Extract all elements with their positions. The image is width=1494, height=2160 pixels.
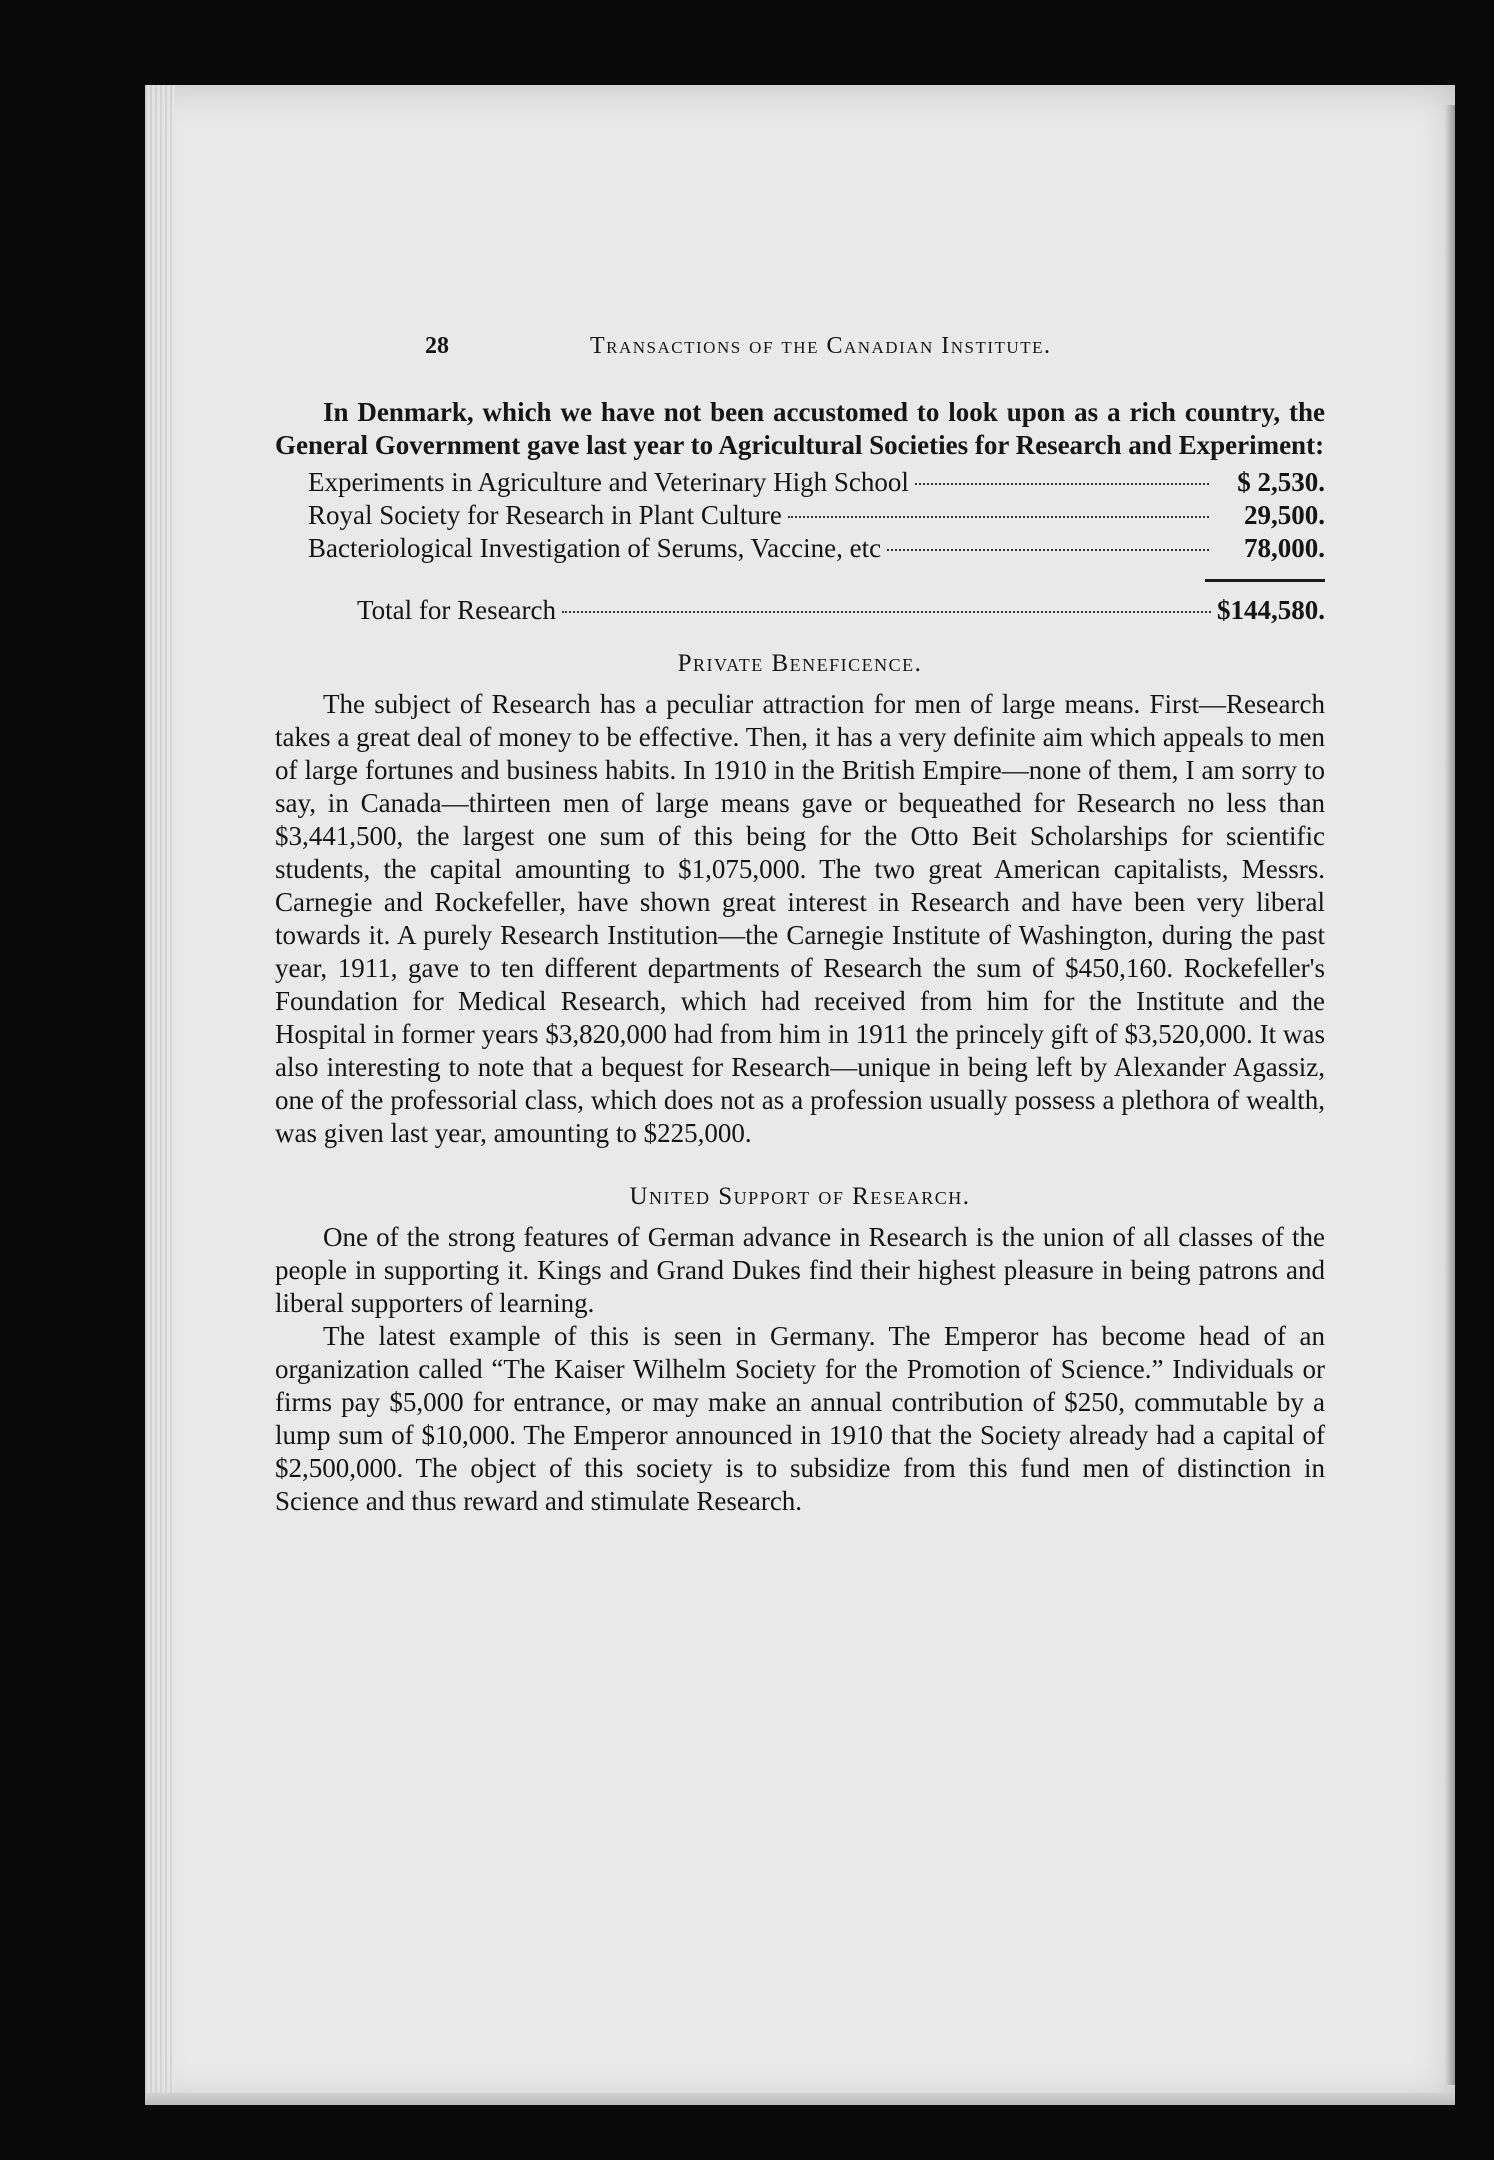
running-title: Transactions of the Canadian Institute.	[590, 333, 1052, 359]
page-content	[275, 330, 1325, 1518]
funding-item-amount: 29,500.	[1244, 500, 1325, 530]
funding-item-amount: 78,000.	[1244, 533, 1325, 563]
running-head	[275, 330, 1325, 370]
united-paragraph-2: The latest example of this is seen in Germany. The Emperor has become head of an organization called “The Kaiser Wilhelm Society for the Promotion of Science.” Individuals or firms pay $5,000 for entrance, or may make an annual contribution of $250, commutable by a lump sum of $10,000. The Emperor announced in 1910 that the Society already had a capital of $2,500,000. The object of this society is to subsidize from this fund men of distinction in Science and thus reward and stimulate Research.	[275, 1321, 1325, 1516]
beneficence-paragraph: The subject of Research has a peculiar attraction for men of large means. First—Research takes a great deal of money to be effective. Then, it has a very definite aim which appeals to men of large fortunes and business habits. In 1910 in the British Empire—none of them, I am sorry to say, in Canada—thirteen men of large means gave or bequeathed for Research no less than $3,441,500, the largest one sum of this being for the Otto Beit Scholarships for scientific students, the capital amounting to $1,075,000. The two great American capitalists, Messrs. Carnegie and Rockefeller, have shown great interest in Research and have been very liberal towards it. A purely Research Institution—the Carnegie Institute of Washington, during the past year, 1911, gave to ten different departments of Research the sum of $450,160. Rockefeller's Foundation for Medical Research, which had received from him for the Institute and the Hospital in former years $3,820,000 had from him in 1911 the princely gift of $3,520,000. It was also interesting to note that a bequest for Research—unique in being left by Alexander Agassiz, one of the professorial class, which does not as a profession usually possess a plethora of wealth, was given last year, amounting to $225,000.	[275, 689, 1325, 1148]
funding-item-amount: $ 2,530.	[1237, 467, 1325, 497]
beneficence-section	[275, 647, 1325, 1150]
funding-item	[308, 499, 1325, 532]
denmark-section	[275, 396, 1325, 627]
section-heading-beneficence: Private Beneficence.	[677, 650, 923, 677]
united-section	[275, 1180, 1325, 1518]
funding-item	[308, 532, 1325, 565]
section-heading-united: United Support of Research.	[629, 1183, 971, 1210]
funding-list	[275, 466, 1325, 565]
total-rule	[1205, 579, 1325, 582]
funding-item-label: Experiments in Agriculture and Veterinary High School	[308, 467, 909, 497]
dot-leader	[562, 611, 1211, 613]
total-row	[275, 594, 1325, 627]
funding-item-label: Royal Society for Research in Plant Culture	[308, 500, 782, 530]
page-number: 28	[425, 333, 449, 359]
dot-leader	[915, 483, 1209, 485]
denmark-intro: In Denmark, which we have not been accustomed to look upon as a rich country, the General Government gave last year to Agricultural Societies for Research and Experiment:	[275, 397, 1325, 460]
page-right-edge	[1445, 105, 1455, 2085]
funding-item	[308, 466, 1325, 499]
total-amount: $144,580.	[1217, 595, 1325, 625]
page-stack-edge	[145, 85, 175, 2105]
united-paragraph-1: One of the strong features of German advance in Research is the union of all classes of the people in supporting it. Kings and Grand Dukes find their highest pleasure in being patrons and liberal supporters of learning.	[275, 1222, 1325, 1318]
funding-item-label: Bacteriological Investigation of Serums, Vaccine, etc	[308, 533, 882, 563]
page-bottom-edge	[145, 2093, 1455, 2105]
dot-leader	[788, 516, 1209, 518]
dot-leader	[887, 549, 1209, 551]
total-label: Total for Research	[357, 595, 557, 625]
